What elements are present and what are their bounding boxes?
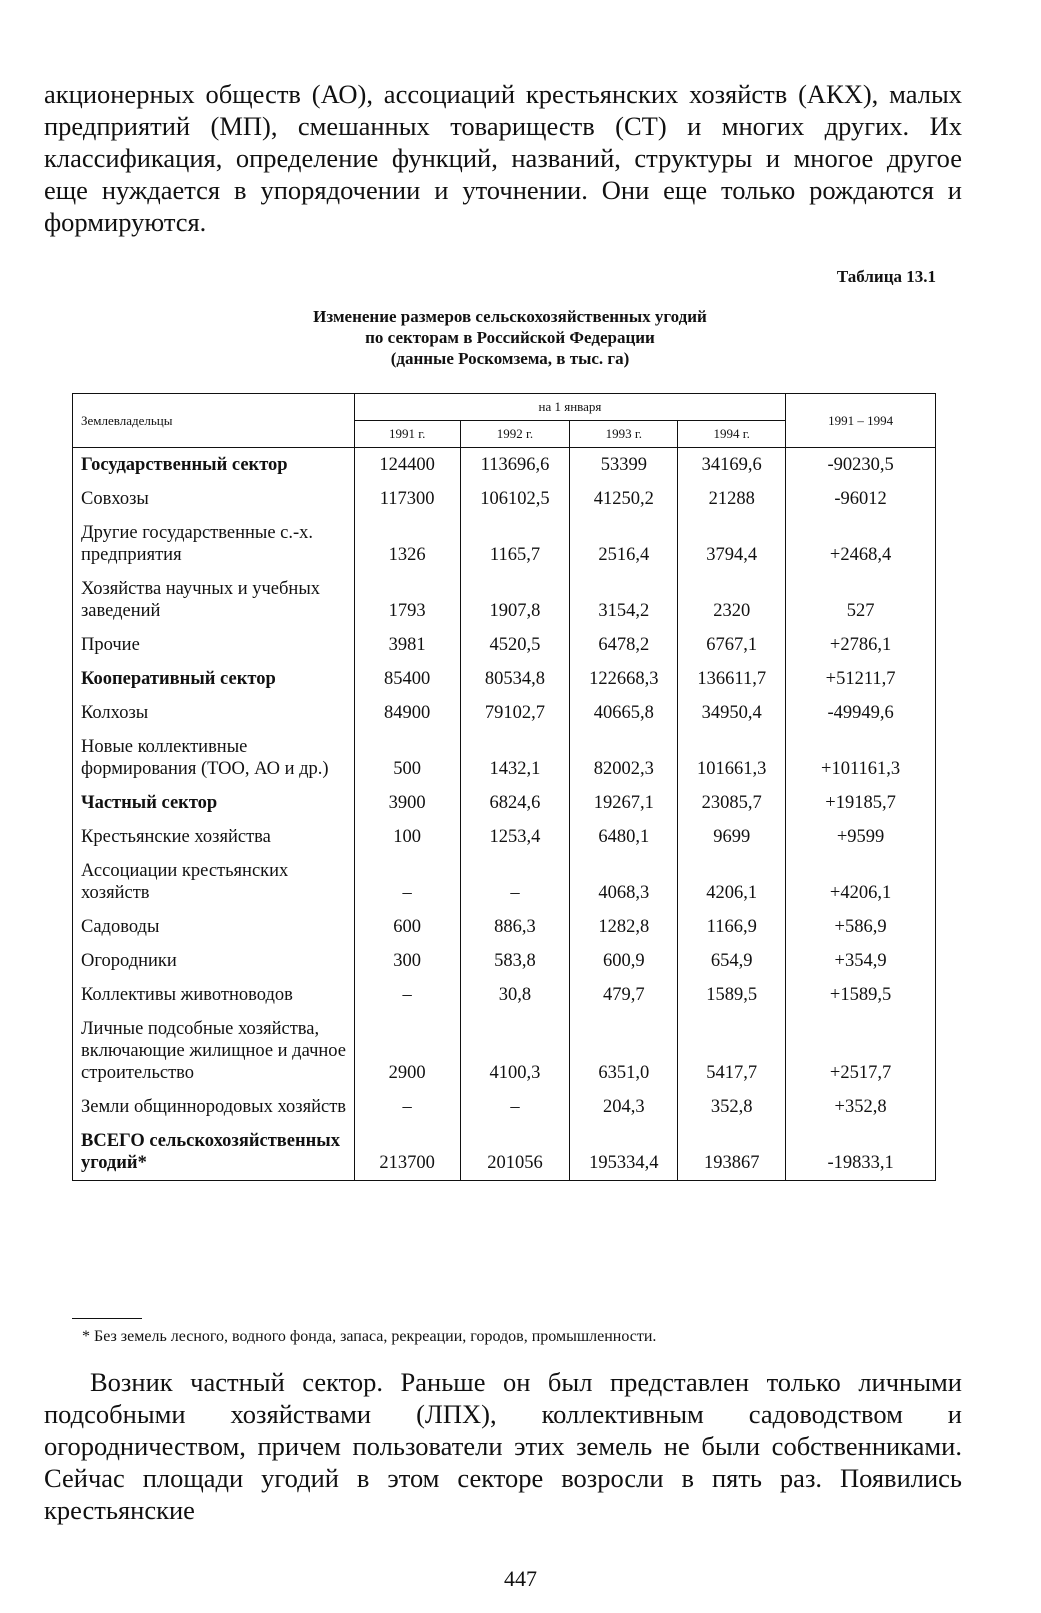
row-label: Новые коллективные формирования (ТОО, АО и др.): [73, 730, 355, 786]
table-row: [73, 730, 936, 786]
row-value: +9599: [786, 820, 936, 854]
row-label: Хозяйства научных и учебных заведений: [73, 572, 355, 628]
row-value: 41250,2: [570, 482, 678, 516]
row-value: 201056: [460, 1124, 570, 1181]
row-value: 583,8: [460, 944, 570, 978]
row-value: 600,9: [570, 944, 678, 978]
row-value: –: [460, 1090, 570, 1124]
row-value: 6824,6: [460, 786, 570, 820]
row-value: 53399: [570, 448, 678, 483]
row-value: +586,9: [786, 910, 936, 944]
header-1991: 1991 г.: [354, 421, 460, 448]
row-value: 84900: [354, 696, 460, 730]
header-group: на 1 января: [354, 394, 785, 421]
row-value: -49949,6: [786, 696, 936, 730]
table-row: [73, 1124, 936, 1181]
row-value: 21288: [678, 482, 786, 516]
row-value: 2516,4: [570, 516, 678, 572]
row-value: 100: [354, 820, 460, 854]
table-row: [73, 1090, 936, 1124]
table-row: [73, 854, 936, 910]
row-value: +101161,3: [786, 730, 936, 786]
row-value: 34950,4: [678, 696, 786, 730]
row-label: Земли общиннородовых хозяйств: [73, 1090, 355, 1124]
row-value: 500: [354, 730, 460, 786]
row-value: 136611,7: [678, 662, 786, 696]
row-value: 85400: [354, 662, 460, 696]
row-value: 79102,7: [460, 696, 570, 730]
table-row: [73, 448, 936, 483]
row-value: 1326: [354, 516, 460, 572]
row-value: 886,3: [460, 910, 570, 944]
header-change: 1991 – 1994: [786, 394, 936, 448]
row-value: 1282,8: [570, 910, 678, 944]
row-value: 352,8: [678, 1090, 786, 1124]
bottom-paragraph: Возник частный сектор. Раньше он был представлен только личными подсобными хозяйствами (ЛПХ), коллективным садоводством и огородничеством, причем пользователи этих земель не были собственниками. Сейчас площади угодий в этом секторе возросли в пять раз. Появились крестьянские: [44, 1367, 962, 1525]
row-value: 527: [786, 572, 936, 628]
row-label: Личные подсобные хозяйства, включающие жилищное и дачное строительство: [73, 1012, 355, 1090]
header-1992: 1992 г.: [460, 421, 570, 448]
row-label: Садоводы: [73, 910, 355, 944]
row-value: 1793: [354, 572, 460, 628]
row-value: +19185,7: [786, 786, 936, 820]
row-value: +2517,7: [786, 1012, 936, 1090]
row-value: 2900: [354, 1012, 460, 1090]
table-row: [73, 482, 936, 516]
row-value: 4068,3: [570, 854, 678, 910]
row-value: 195334,4: [570, 1124, 678, 1181]
row-value: 80534,8: [460, 662, 570, 696]
row-value: 113696,6: [460, 448, 570, 483]
row-value: 4206,1: [678, 854, 786, 910]
row-value: +2468,4: [786, 516, 936, 572]
footnote-divider: [72, 1318, 142, 1319]
row-value: -19833,1: [786, 1124, 936, 1181]
row-value: +354,9: [786, 944, 936, 978]
row-value: +2786,1: [786, 628, 936, 662]
page-number: 447: [504, 1566, 537, 1591]
row-value: 2320: [678, 572, 786, 628]
row-value: 1165,7: [460, 516, 570, 572]
row-value: 3900: [354, 786, 460, 820]
row-value: 6767,1: [678, 628, 786, 662]
table-row: [73, 628, 936, 662]
row-label: ВСЕГО сельскохозяйственных угодий*: [73, 1124, 355, 1181]
table-row: [73, 786, 936, 820]
row-value: 6480,1: [570, 820, 678, 854]
row-label: Другие государственные с.-х. предприятия: [73, 516, 355, 572]
row-label: Колхозы: [73, 696, 355, 730]
row-value: -90230,5: [786, 448, 936, 483]
row-value: –: [354, 978, 460, 1012]
row-value: +352,8: [786, 1090, 936, 1124]
row-value: 213700: [354, 1124, 460, 1181]
row-value: 3154,2: [570, 572, 678, 628]
row-value: –: [460, 854, 570, 910]
table-body: [73, 448, 936, 1181]
row-value: 193867: [678, 1124, 786, 1181]
table-row: [73, 910, 936, 944]
table-row: [73, 696, 936, 730]
row-label: Ассоциации крестьянских хозяйств: [73, 854, 355, 910]
row-value: 5417,7: [678, 1012, 786, 1090]
row-value: +1589,5: [786, 978, 936, 1012]
row-value: 1589,5: [678, 978, 786, 1012]
row-label: Огородники: [73, 944, 355, 978]
table-row: [73, 820, 936, 854]
row-value: 6478,2: [570, 628, 678, 662]
land-table: [72, 393, 936, 1181]
row-label: Совхозы: [73, 482, 355, 516]
row-value: 9699: [678, 820, 786, 854]
row-value: 1253,4: [460, 820, 570, 854]
caption-line-3: (данные Роскомзема, в тыс. га): [390, 349, 630, 368]
row-value: 1166,9: [678, 910, 786, 944]
row-value: 479,7: [570, 978, 678, 1012]
row-value: 3981: [354, 628, 460, 662]
row-value: 204,3: [570, 1090, 678, 1124]
row-value: +51211,7: [786, 662, 936, 696]
row-value: 19267,1: [570, 786, 678, 820]
row-value: 34169,6: [678, 448, 786, 483]
row-value: 654,9: [678, 944, 786, 978]
table-row: [73, 516, 936, 572]
row-value: 40665,8: [570, 696, 678, 730]
caption-line-2: по секторам в Российской Федерации: [365, 328, 655, 347]
header-1993: 1993 г.: [570, 421, 678, 448]
row-value: 30,8: [460, 978, 570, 1012]
row-value: 4520,5: [460, 628, 570, 662]
row-label: Кооперативный сектор: [73, 662, 355, 696]
row-value: 106102,5: [460, 482, 570, 516]
row-label: Коллективы животноводов: [73, 978, 355, 1012]
row-label: Частный сектор: [73, 786, 355, 820]
table-row: [73, 572, 936, 628]
footnote: * Без земель лесного, водного фонда, запаса, рекреации, городов, промышленности.: [82, 1328, 657, 1345]
row-value: -96012: [786, 482, 936, 516]
table-number: Таблица 13.1: [836, 267, 936, 286]
row-value: 300: [354, 944, 460, 978]
table-row: [73, 978, 936, 1012]
row-value: 600: [354, 910, 460, 944]
row-value: +4206,1: [786, 854, 936, 910]
row-value: 6351,0: [570, 1012, 678, 1090]
row-value: 1907,8: [460, 572, 570, 628]
table-row: [73, 944, 936, 978]
row-value: 1432,1: [460, 730, 570, 786]
row-value: 4100,3: [460, 1012, 570, 1090]
row-value: 23085,7: [678, 786, 786, 820]
row-label: Крестьянские хозяйства: [73, 820, 355, 854]
row-value: 117300: [354, 482, 460, 516]
row-value: 101661,3: [678, 730, 786, 786]
row-label: Прочие: [73, 628, 355, 662]
row-value: –: [354, 854, 460, 910]
table-caption: [180, 306, 840, 369]
row-value: 82002,3: [570, 730, 678, 786]
table-row: [73, 1012, 936, 1090]
header-1994: 1994 г.: [678, 421, 786, 448]
row-value: 124400: [354, 448, 460, 483]
row-value: 3794,4: [678, 516, 786, 572]
caption-line-1: Изменение размеров сельскохозяйственных угодий: [313, 307, 707, 326]
table-row: [73, 662, 936, 696]
row-label: Государственный сектор: [73, 448, 355, 483]
row-value: 122668,3: [570, 662, 678, 696]
header-owners: Землевладельцы: [73, 394, 355, 448]
top-paragraph: акционерных обществ (АО), ассоциаций крестьянских хозяйств (АКХ), малых предприятий (МП), смешанных товариществ (СТ) и многих других. Их классификация, определение функций, названий, структуры и многое другое еще нуждается в упорядочении и уточнении. Они еще только рождаются и формируются.: [44, 79, 962, 237]
row-value: –: [354, 1090, 460, 1124]
